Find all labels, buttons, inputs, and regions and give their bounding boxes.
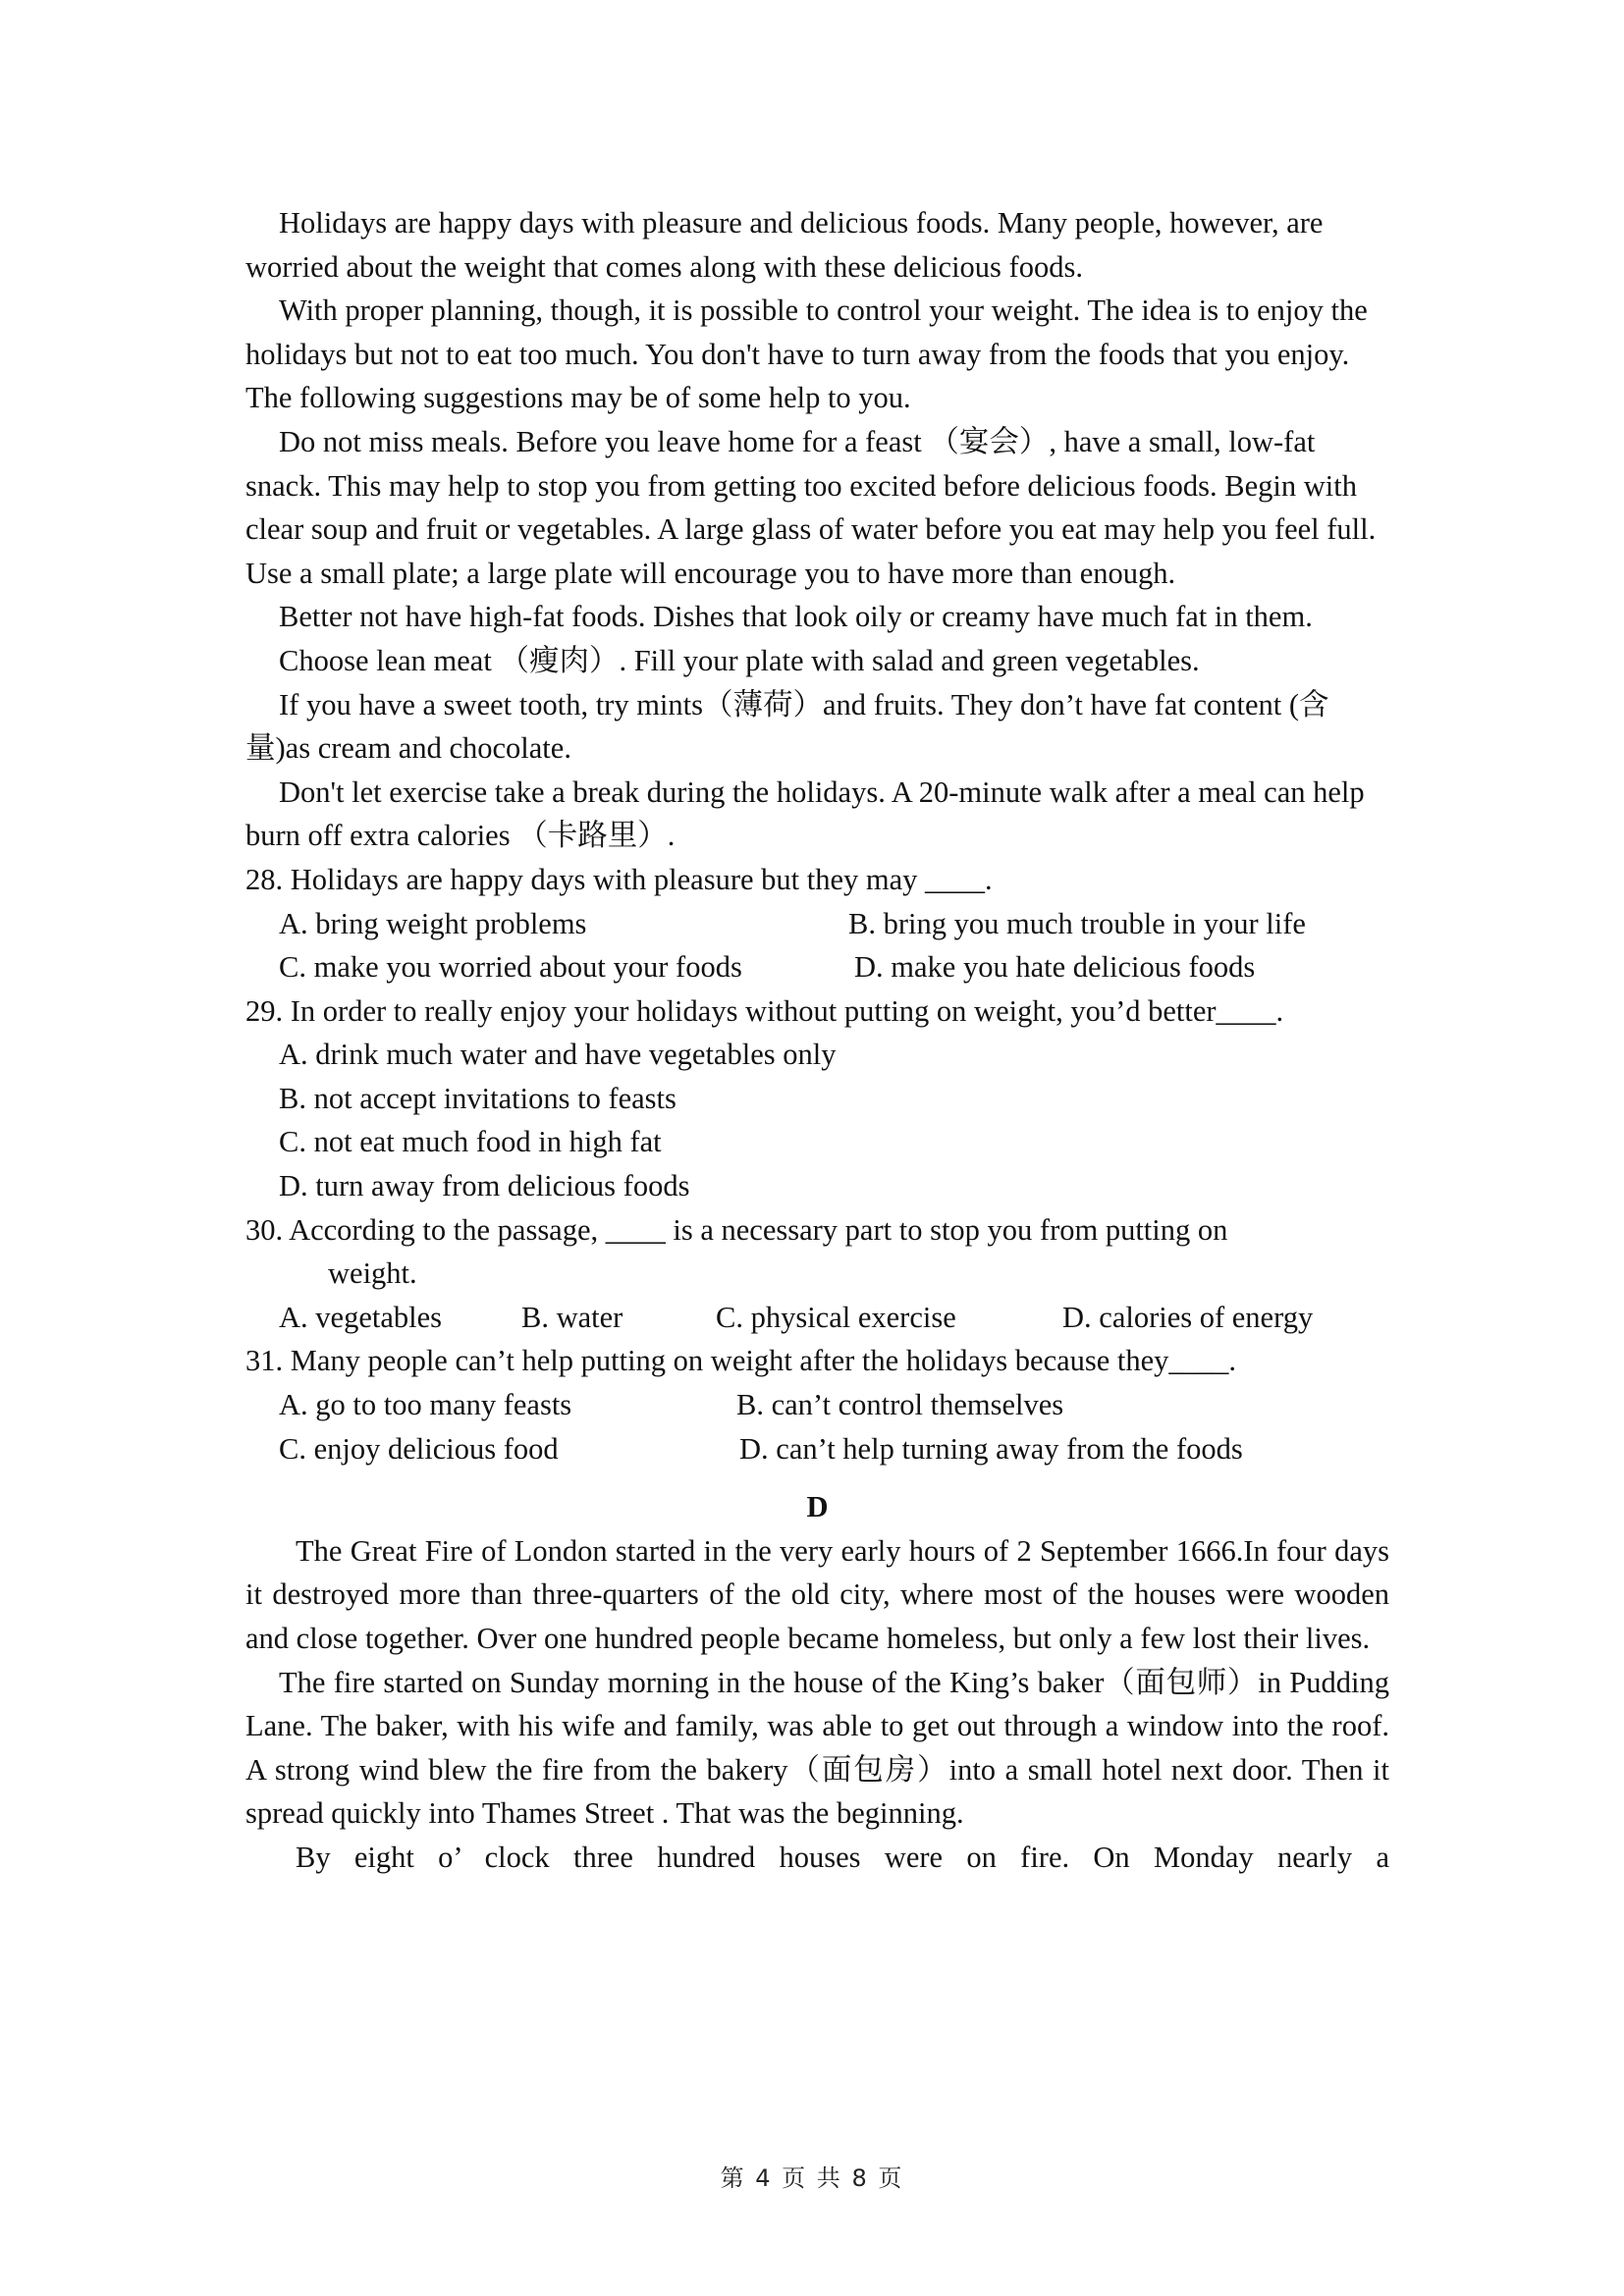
question-28-option-a: A. bring weight problems [279, 906, 587, 940]
question-30-stem-continued: weight. [328, 1256, 417, 1291]
passage-c-paragraph-2: With proper planning, though, it is possible to control your weight. The idea is to enjoy the holidays but not to eat too much. You don't have to turn away from the foods that you enjoy. The following suggestions may be of some help to you. [245, 294, 1368, 415]
question-29-option-b: B. not accept invitations to feasts [279, 1081, 677, 1115]
question-31-option-d: D. can’t help turning away from the foods [739, 1431, 1243, 1466]
question-30-option-d: D. calories of energy [1062, 1300, 1314, 1334]
section-d-heading: D [806, 1490, 829, 1524]
question-28-options-row-2 [245, 945, 1389, 989]
question-31-options-row-1 [245, 1383, 1389, 1427]
page-number-footer: 第 4 页 共 8 页 [720, 2164, 904, 2192]
section-d-paragraph-2: The fire started on Sunday morning in the house of the King’s baker（面包师）in Pudding Lane. The baker, with his wife and family, was able to get out through a window into the roof. A strong wind blew the fire from the bakery（面包房）into a small hotel next door. Then it spread quickly into Thames Street . That was the beginning. [245, 1665, 1389, 1831]
passage-c-paragraph-3: Do not miss meals. Before you leave home for a feast （宴会）, have a small, low-fat snack. This may help to stop you from getting too excited before delicious foods. Begin with clear soup and fruit or vegetables. A large glass of water before you eat may help you feel full. Use a small plate; a large plate will encourage you to have more than enough. [245, 424, 1377, 590]
question-29-option-d: D. turn away from delicious foods [279, 1169, 690, 1203]
passage-c-paragraph-5: Choose lean meat （瘦肉）. Fill your plate with salad and green vegetables. [279, 643, 1200, 677]
question-30-options [245, 1296, 1389, 1340]
question-31-option-b: B. can’t control themselves [736, 1388, 1064, 1422]
question-29-stem: 29. In order to really enjoy your holidays without putting on weight, you’d better____. [245, 993, 1284, 1028]
question-28-option-c: C. make you worried about your foods [279, 950, 742, 985]
question-28-option-d: D. make you hate delicious foods [854, 950, 1256, 985]
question-31-options-row-2 [245, 1427, 1389, 1471]
question-29-option-c: C. not eat much food in high fat [279, 1125, 662, 1159]
question-28-stem: 28. Holidays are happy days with pleasure but they may ____. [245, 862, 993, 896]
passage-c-paragraph-7: Don't let exercise take a break during the holidays. A 20-minute walk after a meal can help burn off extra calories （卡路里）. [245, 774, 1365, 853]
question-31-stem: 31. Many people can’t help putting on weight after the holidays because they____. [245, 1344, 1237, 1378]
exam-page-body [245, 201, 1389, 1880]
question-30-option-c: C. physical exercise [716, 1300, 956, 1334]
section-d-paragraph-3: By eight o’ clock three hundred houses were on fire. On Monday nearly a [296, 1840, 1389, 1874]
passage-c-paragraph-6: If you have a sweet tooth, try mints（薄荷）and fruits. They don’t have fat content (含量)as cream and chocolate. [245, 687, 1329, 766]
question-28-option-b: B. bring you much trouble in your life [848, 906, 1306, 940]
question-30-option-a: A. vegetables [279, 1300, 442, 1334]
section-d-paragraph-1: The Great Fire of London started in the very early hours of 2 September 1666.In four days it destroyed more than three-quarters of the old city, where most of the houses were wooden and close together. Over one hundred people became homeless, but only a few lost their lives. [245, 1533, 1389, 1655]
question-29-option-a: A. drink much water and have vegetables only [279, 1038, 837, 1072]
passage-c-paragraph-4: Better not have high-fat foods. Dishes that look oily or creamy have much fat in them. [279, 600, 1313, 634]
question-28-options-row-1 [245, 902, 1389, 946]
question-30-option-b: B. water [521, 1300, 623, 1334]
question-31-option-c: C. enjoy delicious food [279, 1431, 559, 1466]
question-30-stem: 30. According to the passage, ____ is a necessary part to stop you from putting on [245, 1212, 1228, 1247]
question-31-option-a: A. go to too many feasts [279, 1388, 572, 1422]
question-30 [245, 1208, 1389, 1296]
passage-c-paragraph-1: Holidays are happy days with pleasure and delicious foods. Many people, however, are worried about the weight that comes along with these delicious foods. [245, 206, 1324, 284]
